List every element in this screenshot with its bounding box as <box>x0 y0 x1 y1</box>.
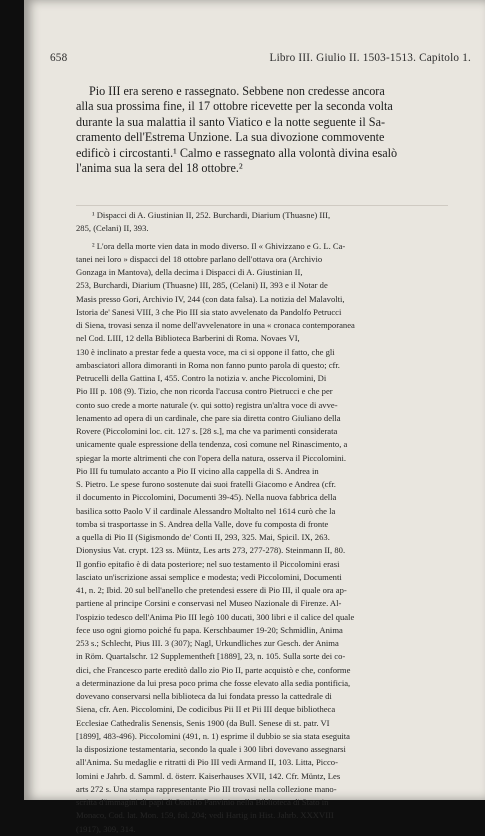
footnote-line: Dionysius Vat. crypt. 123 ss. Müntz, Les arts 273, 277-278). Steinmann II, 80. <box>76 545 346 556</box>
footnote-line: Pio III p. 108 (9). Tizio, che non ricorda l'accusa contro Pietrucci e che per <box>76 386 333 397</box>
footnote-line: [1899], 483-496). Piccolomini (491, n. 1) esprime il dubbio se sia stata eseguita <box>76 730 350 741</box>
footnote-line: Siena, cfr. Aen. Piccolomini, De codicibus Pii II et Pii III deque bibliotheca <box>76 704 336 715</box>
footnote-line: lasciato un'iscrizione assai semplice e modesta; vedi Piccolomini, Documenti <box>76 571 342 582</box>
footnote-line: Pio III fu tumulato accanto a Pio II vicino alla cappella di S. Andrea in <box>76 465 319 476</box>
footnote-line: Istoria de' Sanesi VIII, 3 che Pio III sia stato avvelenato da Pandolfo Petrucci <box>76 306 342 317</box>
footnote-line: Petrucelli della Gattina I, 455. Contro la notizia v. anche Piccolomini, Di <box>76 373 327 383</box>
footnote-line: (1917), 309, 314. <box>76 823 136 834</box>
footnote-line: ambasciatori allora dimoranti in Roma non fanno punto parola di questo; cfr. <box>76 359 340 370</box>
body-text-line: edificò i circostanti.¹ Calmo e rassegnato alla volontà divina esalò <box>76 145 398 160</box>
footnote-line: spiegar la morte altrimenti che con l'opera della natura, osserva il Piccolomini. <box>76 452 347 463</box>
footnote-line: Il gonfio epitafio è di data posteriore; nel suo testamento il Piccolomini erasi <box>76 558 340 569</box>
footnote-divider <box>76 205 448 206</box>
running-header <box>50 52 471 64</box>
page-number: 658 <box>50 52 68 64</box>
footnote-line: S. Pietro. Le spese furono sostenute dai suoi fratelli Giacomo e Andrea (cfr. <box>76 479 336 489</box>
footnote-line: ¹ Dispacci di A. Giustinian II, 252. Burchardi, Diarium (Thuasne) III, <box>92 210 331 220</box>
footnote-line: l'ospizio tedesco dell'Anima Pio III legò 100 ducati, 300 libri e il calice del quale <box>76 611 355 622</box>
running-title: Libro III. Giulio II. 1503-1513. Capitolo 1. <box>269 52 471 64</box>
footnote-line: partiene al principe Corsini e conservasi nel Museo Nazionale di Firenze. Al- <box>76 598 342 609</box>
footnote-line: all'Anima. Su medaglie e ritratti di Pio III vedi Armand II, 103. Litta, Picco- <box>76 757 338 768</box>
book-page <box>24 0 485 834</box>
footnote-1 <box>76 209 471 236</box>
footnote-line: la disposizione testamentaria, secondo la quale i 300 libri dovevano assegnarsi <box>76 744 346 754</box>
footnote-line: lomini e Jahrb. d. Samml. d. österr. Kaiserhauses XVII, 142. Cfr. Müntz, Les <box>76 770 341 781</box>
footnote-line: arts 272 s. Una stampa rappresentante Pio III trovasi nella collezione mano- <box>76 783 337 794</box>
footnote-line: il documento in Piccolomini, Documenti 39-45). Nella nuova fabbrica della <box>76 492 337 503</box>
body-text-line: cramento dell'Estrema Unzione. La sua divozione commovente <box>76 130 385 145</box>
footnote-line: Rovere (Piccolomini loc. cit. 127 s. [28 s.], ma che va parimenti considerata <box>76 426 338 436</box>
body-text-line: alla sua prossima fine, il 17 ottobre ricevette per la seconda volta <box>76 99 393 114</box>
footnote-line: dici, che Francesco parte ereditò dallo zio Pio II, parte acquistò e che, conforme <box>76 664 351 675</box>
footnote-line: nel Cod. LIII, 12 della Biblioteca Barberini di Roma. Novaes VI, <box>76 333 300 344</box>
footnote-line: 41, n. 2; Ibid. 20 sul bell'anello che pretendesi essere di Pio III, il quale ora ap- <box>76 585 347 595</box>
footnote-line: Monaco, Cod. lat. Mon. 159, fol. 204; vedi Hartig in Hist. Jahrb. XXXVIII <box>76 810 334 821</box>
footnote-line: scritta d'immagini di papi di Onofrio Panvinio nella Biblioteca di Stato in <box>76 797 329 807</box>
footnote-line: lenamento ad opera di un cardinale, che pare sia diretta contro Giuliano della <box>76 412 341 423</box>
footnote-line: Masis presso Gori, Archivio IV, 244 (con data falsa). La notizia del Malavolti, <box>76 293 345 304</box>
footnote-line: ² L'ora della morte vien data in modo diverso. Il « Ghivizzano e G. L. Ca- <box>92 240 346 251</box>
footnote-line: 253, Burchardi, Diarium (Thuasne) III, 285, (Celani) II, 393 e il Notar de <box>76 280 328 291</box>
body-text-line: l'anima sua la sera del 18 ottobre.² <box>76 161 243 176</box>
footnote-line: tanei nei loro » dispacci del 18 ottobre parlano dell'ottava ora (Archivio <box>76 253 323 264</box>
footnote-line: unicamente quale espressione della tendenza, così comune nel Rinascimento, a <box>76 439 348 450</box>
footnote-line: basilica sotto Paolo V il cardinale Alessandro Moltalto nel 1614 curò che la <box>76 505 336 516</box>
footnote-line: Ecclesiae Cathedralis Senensis, Senis 1900 (da Bull. Senese di st. patr. VI <box>76 717 330 728</box>
footnotes <box>76 209 471 836</box>
footnote-line: in Röm. Quartalschr. 12 Supplementheft [1889], 23, n. 105. Sulla sorte dei co- <box>76 651 346 662</box>
body-text-line: durante la sua malattia il santo Viatico e la notte seguente il Sa- <box>76 114 386 129</box>
footnote-line: conto suo crede a morte naturale (v. qui sotto) registra un'altra voce di avve- <box>76 399 338 410</box>
footnote-line: dovevano conservarsi nella biblioteca da lui fondata presso la cattedrale di <box>76 691 332 701</box>
footnote-line: fece uso ogni giorno poiché fu papa. Kerschbaumer 19-20; Schmidlin, Anima <box>76 624 343 635</box>
footnote-line: a determinazione da lui presa poco prima che fosse elevato alla sedia pontificia, <box>76 677 351 688</box>
footnote-line: tomba si trasportasse in S. Andrea della Valle, dove fu composta di fronte <box>76 518 329 529</box>
footnote-line: Gonzaga in Mantova), della decima i Dispacci di A. Giustinian II, <box>76 267 303 277</box>
main-text <box>76 84 471 176</box>
footnote-line: 253 s.; Schlecht, Pius III. 3 (307); Nagl, Urkundliches zur Gesch. der Anima <box>76 638 339 648</box>
footnote-line: 285, (Celani) II, 393. <box>76 223 149 234</box>
footnote-2 <box>76 240 471 836</box>
footnote-line: a quella di Pio II (Sigismondo de' Conti II, 293, 325. Mai, Spicil. IX, 263. <box>76 532 330 542</box>
footnote-line: di Siena, trovasi senza il nome dell'avvelenatore in una « cronaca contemporanea <box>76 320 355 330</box>
footnote-line: 130 è inclinato a prestar fede a questa voce, ma ci si oppone il fatto, che gli <box>76 346 335 357</box>
body-text-line: Pio III era sereno e rassegnato. Sebbene non credesse ancora <box>89 84 385 98</box>
